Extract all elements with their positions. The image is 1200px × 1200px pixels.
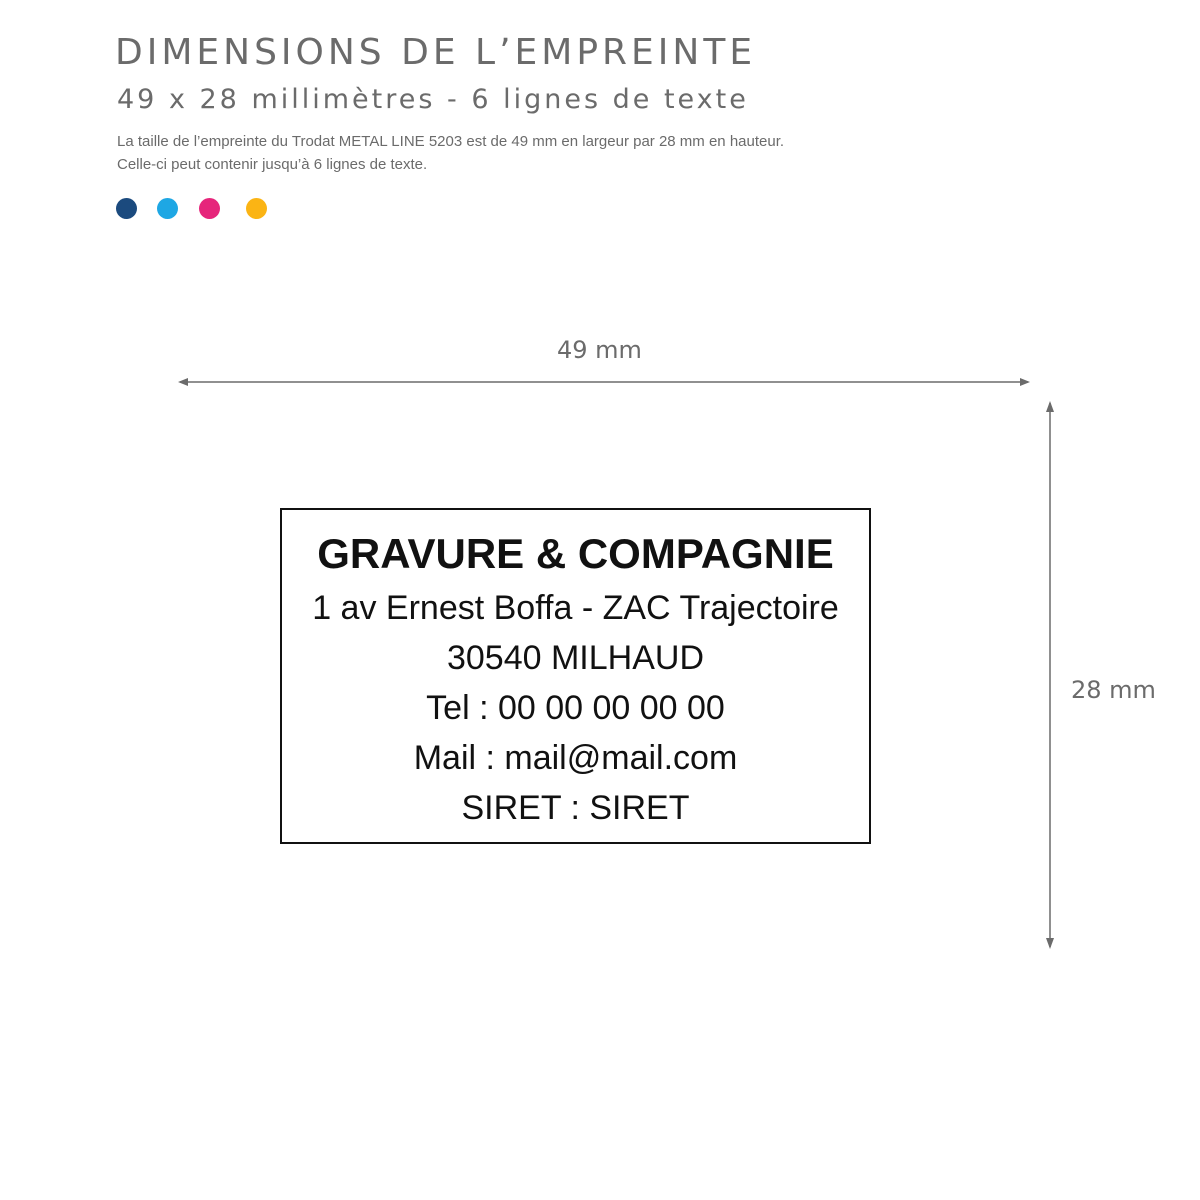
stamp-line-company: GRAVURE & COMPAGNIE (317, 530, 834, 577)
stamp-line-mail: Mail : mail@mail.com (413, 739, 738, 777)
page-title: DIMENSIONS DE L’EMPREINTE (115, 32, 757, 73)
stamp-line-siret: SIRET : SIRET (461, 789, 690, 827)
width-arrow (178, 378, 1030, 386)
description-line-2: Celle-ci peut contenir jusqu’à 6 lignes de texte. (117, 156, 428, 173)
stamp-line-phone: Tel : 00 00 00 00 00 (426, 689, 725, 727)
stamp-line-address: 1 av Ernest Boffa - ZAC Trajectoire (312, 589, 839, 627)
height-arrow (1046, 401, 1054, 949)
description-line-1: La taille de l’empreinte du Trodat METAL LINE 5203 est de 49 mm en largeur par 28 mm en hauteur. (117, 133, 785, 150)
stamp-line-city: 30540 MILHAUD (446, 639, 704, 677)
height-label: 28 mm (1071, 676, 1156, 704)
page-subtitle: 49 x 28 millimètres - 6 lignes de texte (117, 84, 749, 115)
stamp-imprint-preview (280, 508, 871, 844)
width-label: 49 mm (557, 336, 642, 364)
